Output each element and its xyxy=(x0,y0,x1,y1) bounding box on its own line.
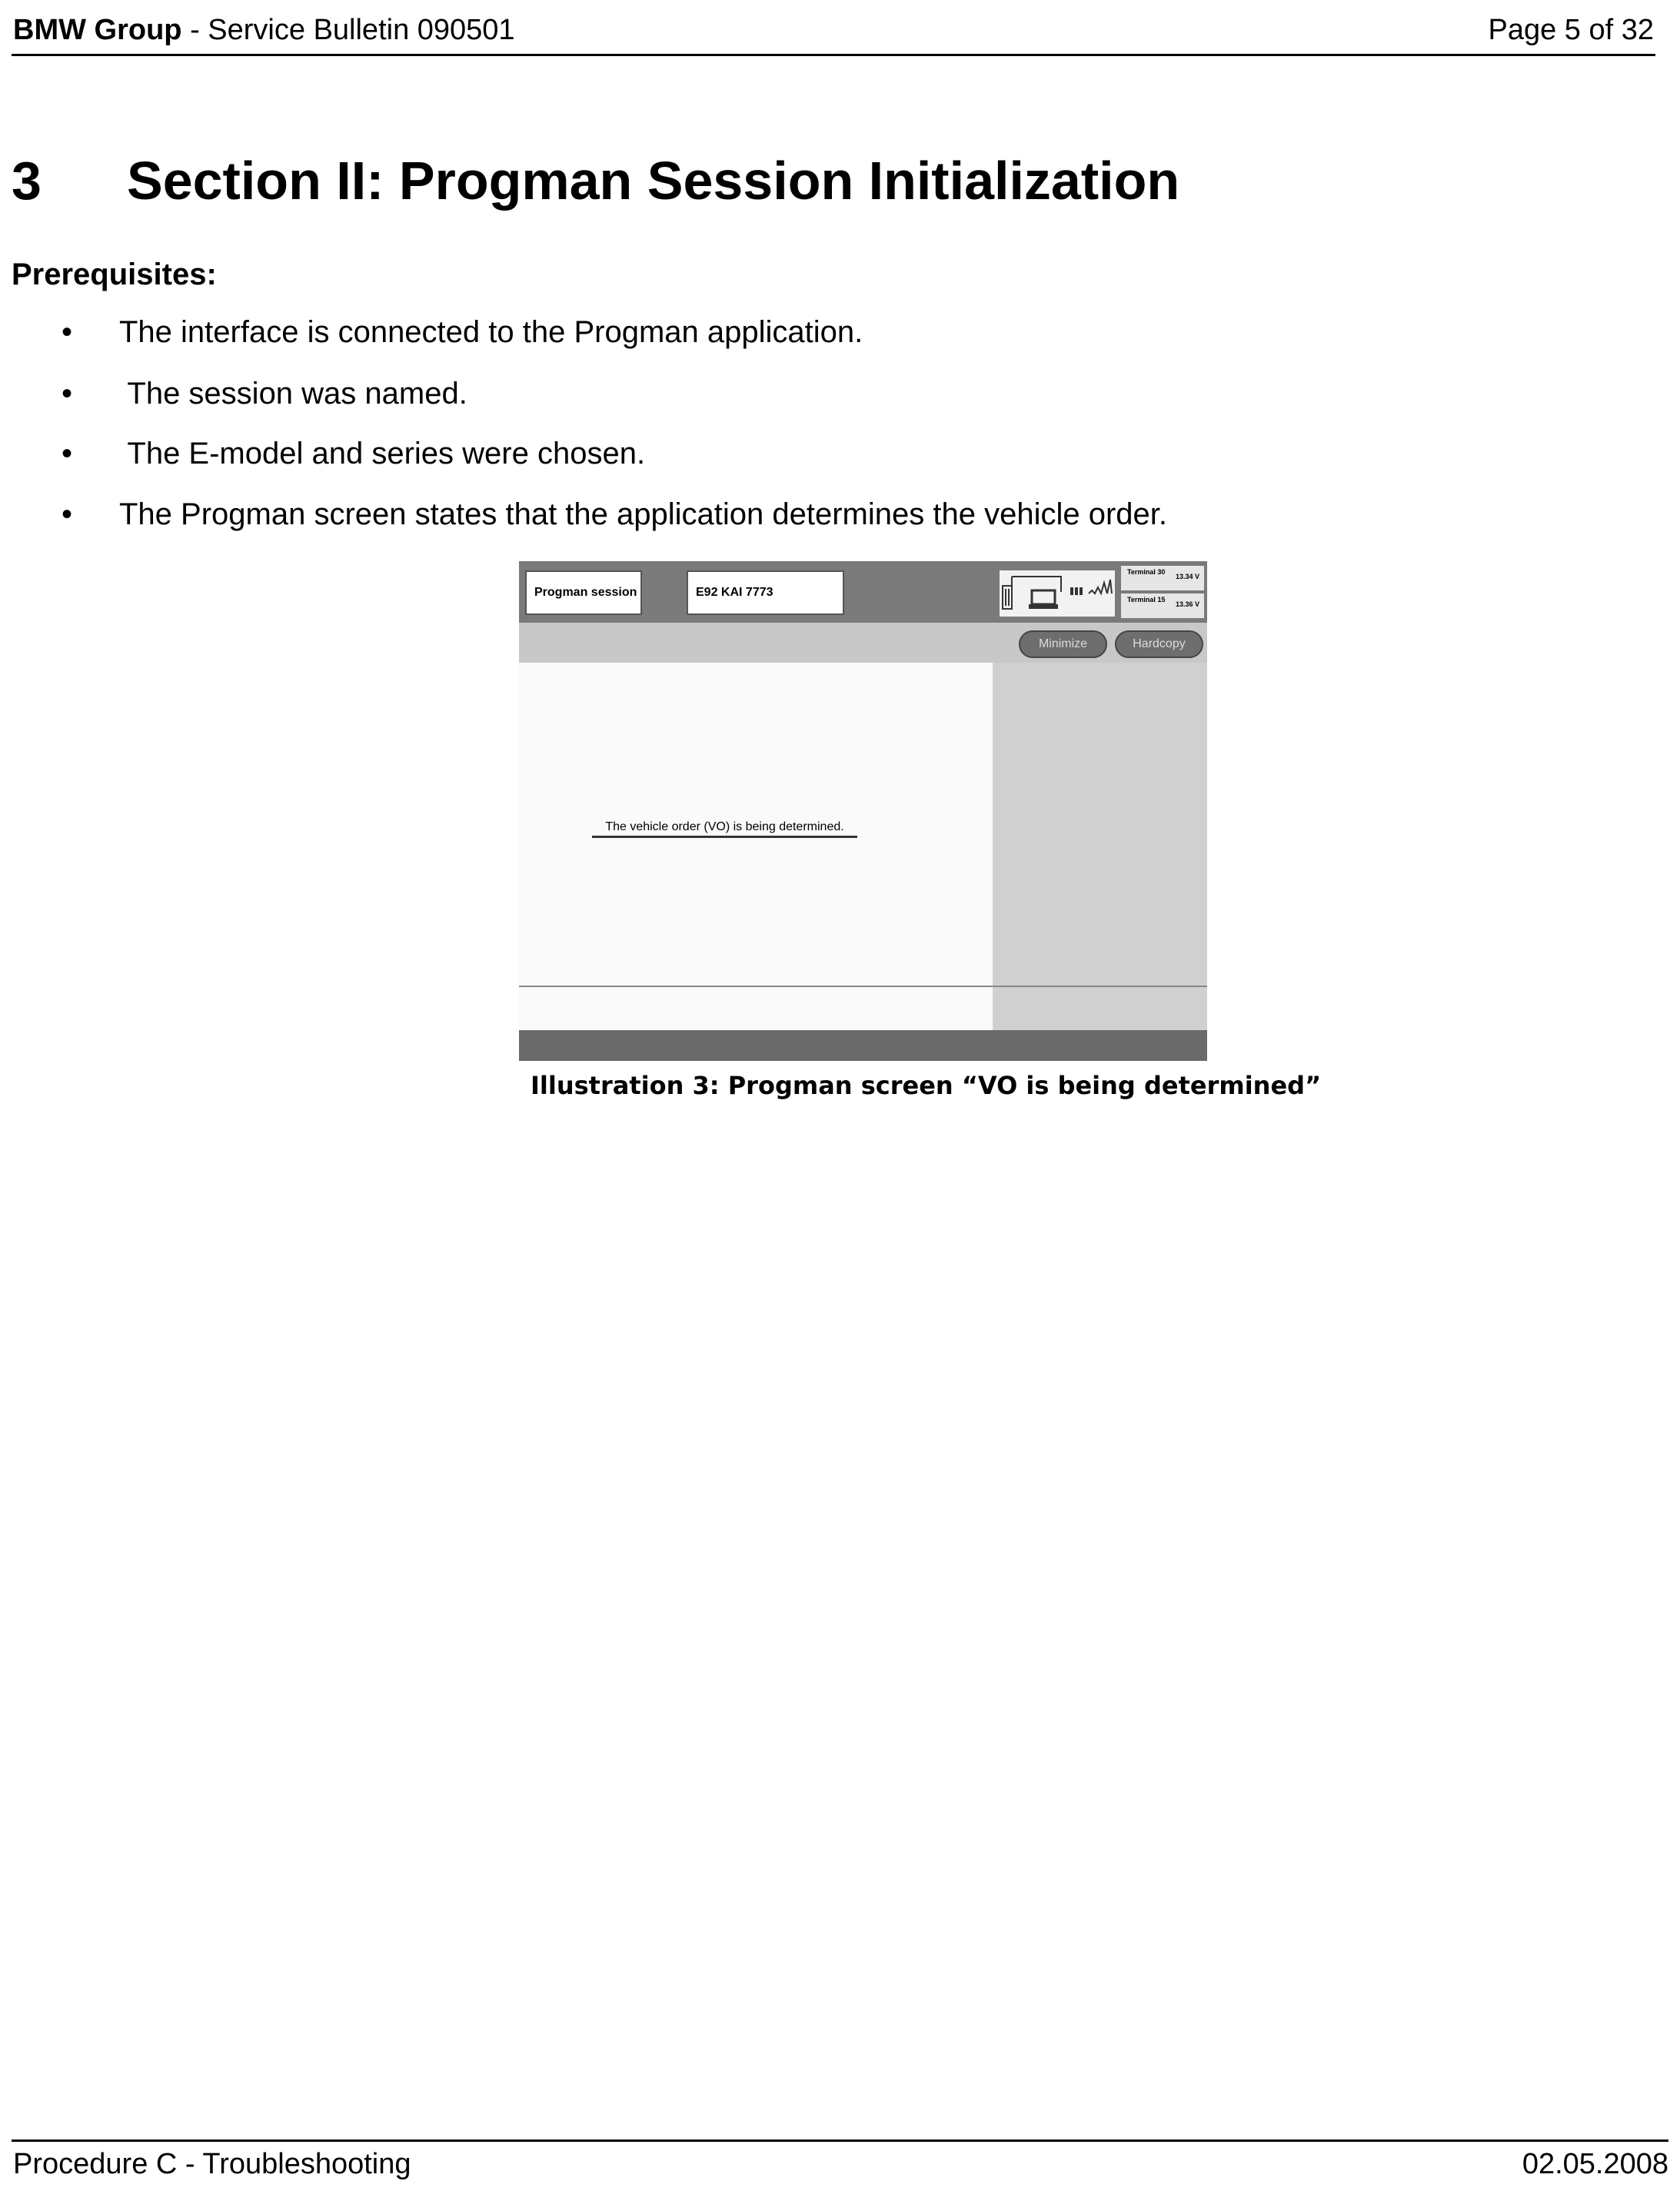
illustration-caption: Illustration 3: Progman screen “VO is being determined” xyxy=(531,1071,1322,1100)
terminal-15-label: Terminal 15 xyxy=(1127,596,1166,603)
minimize-button[interactable]: Minimize xyxy=(1019,630,1107,658)
content-divider xyxy=(519,986,1207,987)
terminal-30-label: Terminal 30 xyxy=(1127,568,1166,576)
progman-top-bar xyxy=(519,561,1207,623)
page-header xyxy=(12,11,1655,56)
page-number: Page 5 of 32 xyxy=(1488,14,1654,46)
page-footer xyxy=(12,2139,1668,2188)
list-item-text: The E-model and series were chosen. xyxy=(119,437,646,470)
bullet-icon: • xyxy=(62,437,73,470)
section-number: 3 xyxy=(12,151,42,211)
header-title xyxy=(13,14,515,47)
footer-procedure: Procedure C - Troubleshooting xyxy=(13,2148,411,2180)
header-separator: - xyxy=(181,14,208,46)
connection-status-icon xyxy=(1000,570,1115,617)
footer-date: 02.05.2008 xyxy=(1522,2148,1668,2180)
progman-screenshot xyxy=(519,561,1207,1061)
vehicle-field: E92 KAI 7773 xyxy=(687,570,844,615)
session-label: Progman session xyxy=(525,570,642,615)
header-company: BMW Group xyxy=(13,14,182,46)
section-title: Section II: Progman Session Initialization xyxy=(127,151,1180,211)
terminal-30-voltage: 13.34 V xyxy=(1175,573,1199,580)
bullet-icon: • xyxy=(62,377,73,411)
list-item-text: The interface is connected to the Progman application. xyxy=(119,315,863,349)
prerequisites-heading: Prerequisites: xyxy=(12,258,217,291)
hardcopy-button[interactable]: Hardcopy xyxy=(1115,630,1203,658)
progman-content-area xyxy=(519,663,993,1030)
progman-button-bar xyxy=(519,623,1207,663)
list-item-text: The Progman screen states that the application determines the vehicle order. xyxy=(119,497,1167,531)
progman-sidebar xyxy=(993,663,1207,1030)
vo-status-message: The vehicle order (VO) is being determined. xyxy=(592,820,857,838)
terminal-15-readout xyxy=(1121,593,1204,618)
list-item-text: The session was named. xyxy=(119,377,467,411)
bullet-icon: • xyxy=(62,497,73,531)
bullet-icon: • xyxy=(62,315,73,349)
header-bulletin: Service Bulletin 090501 xyxy=(208,14,515,46)
terminal-15-voltage: 13.36 V xyxy=(1175,600,1199,608)
progman-bottom-bar xyxy=(519,1030,1207,1061)
terminal-30-readout xyxy=(1121,566,1204,590)
